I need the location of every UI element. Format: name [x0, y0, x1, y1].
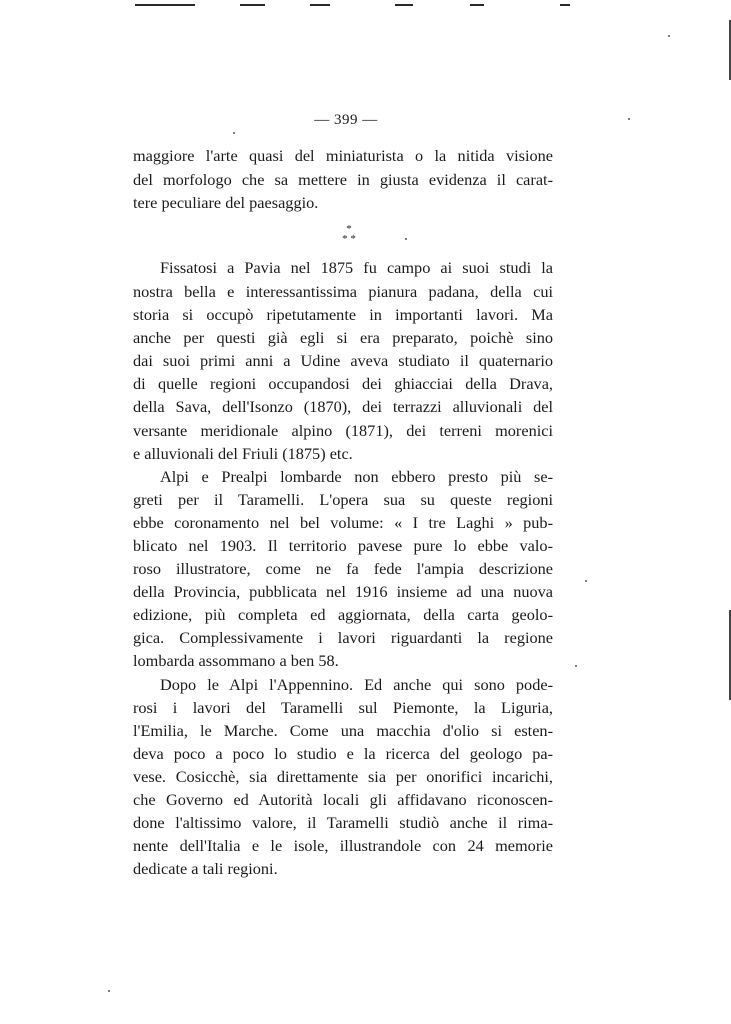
text-line: del morfologo che sa mettere in giusta evidenza il carat-: [133, 170, 553, 189]
text-line: Fissatosi a Pavia nel 1875 fu campo ai suoi studi la: [160, 258, 553, 277]
scan-edge-artifact: [135, 4, 195, 6]
text-line: dedicate a tali regioni.: [133, 859, 278, 878]
scan-edge-artifact: [310, 4, 330, 6]
asterism-top: *: [346, 223, 352, 235]
scan-speck: [628, 118, 630, 120]
text-line: dai suoi primi anni a Udine aveva studiato il quaternario: [133, 351, 553, 370]
text-line: maggiore l'arte quasi del miniaturista o la nitida visione: [133, 146, 553, 165]
scan-speck: [108, 990, 110, 992]
asterism-bottom: * *: [342, 233, 356, 245]
text-line: edizione, più completa ed aggiornata, della carta geolo-: [133, 605, 553, 624]
text-line: blicato nel 1903. Il territorio pavese pure lo ebbe valo-: [133, 536, 553, 555]
text-line: ebbe coronamento nel bel volume: « I tre Laghi » pub-: [133, 513, 553, 532]
text-line: versante meridionale alpino (1871), dei terreni morenici: [133, 421, 553, 440]
text-line: lombarda assommano a ben 58.: [133, 651, 339, 670]
scan-speck: [668, 35, 670, 37]
text-line: Alpi e Prealpi lombarde non ebbero presto più se-: [160, 467, 553, 486]
scan-edge-artifact: [395, 4, 413, 6]
text-line: greti per il Taramelli. L'opera sua su queste regioni: [133, 490, 553, 509]
scan-speck: [575, 665, 577, 667]
text-line: vese. Cosicchè, sia direttamente sia per onorifici incarichi,: [133, 767, 553, 786]
text-line: di quelle regioni occupandosi dei ghiacciai della Drava,: [133, 374, 553, 393]
text-line: nostra bella e interessantissima pianura padana, della cui: [133, 282, 553, 301]
text-line: Dopo le Alpi l'Appennino. Ed anche qui sono pode-: [160, 675, 553, 694]
text-line: deva poco a poco lo studio e la ricerca del geologo pa-: [133, 744, 553, 763]
scan-edge-artifact: [240, 4, 265, 6]
scan-edge-artifact: [470, 4, 484, 6]
text-line: della Sava, dell'Isonzo (1870), dei terrazzi alluvionali del: [133, 397, 553, 416]
text-line: e alluvionali del Friuli (1875) etc.: [133, 444, 353, 463]
scan-speck: [233, 132, 235, 134]
text-line: l'Emilia, le Marche. Come una macchia d'olio si esten-: [133, 721, 553, 740]
scan-speck: [585, 580, 587, 582]
text-line: roso illustratore, come ne fa fede l'ampia descrizione: [133, 559, 553, 578]
text-line: done l'altissimo valore, il Taramelli studiò anche il rima-: [133, 813, 553, 832]
asterism-separator: [336, 224, 362, 248]
text-line: tere peculiare del paesaggio.: [133, 193, 319, 212]
text-line: storia si occupò ripetutamente in importanti lavori. Ma: [133, 305, 553, 324]
text-line: della Provincia, pubblicata nel 1916 insieme ad una nuova: [133, 582, 553, 601]
page-number: — 399 —: [314, 112, 378, 128]
scan-speck: [405, 238, 407, 240]
text-line: rosi i lavori del Taramelli sul Piemonte, la Liguria,: [133, 698, 553, 717]
text-line: che Governo ed Autorità locali gli affidavano riconoscen-: [133, 790, 553, 809]
text-line: anche per questi già egli si era preparato, poichè sino: [133, 328, 553, 347]
text-line: gica. Complessivamente i lavori riguardanti la regione: [133, 628, 553, 647]
text-line: nente dell'Italia e le isole, illustrandole con 24 memorie: [133, 836, 553, 855]
scan-edge-artifact: [560, 4, 570, 6]
